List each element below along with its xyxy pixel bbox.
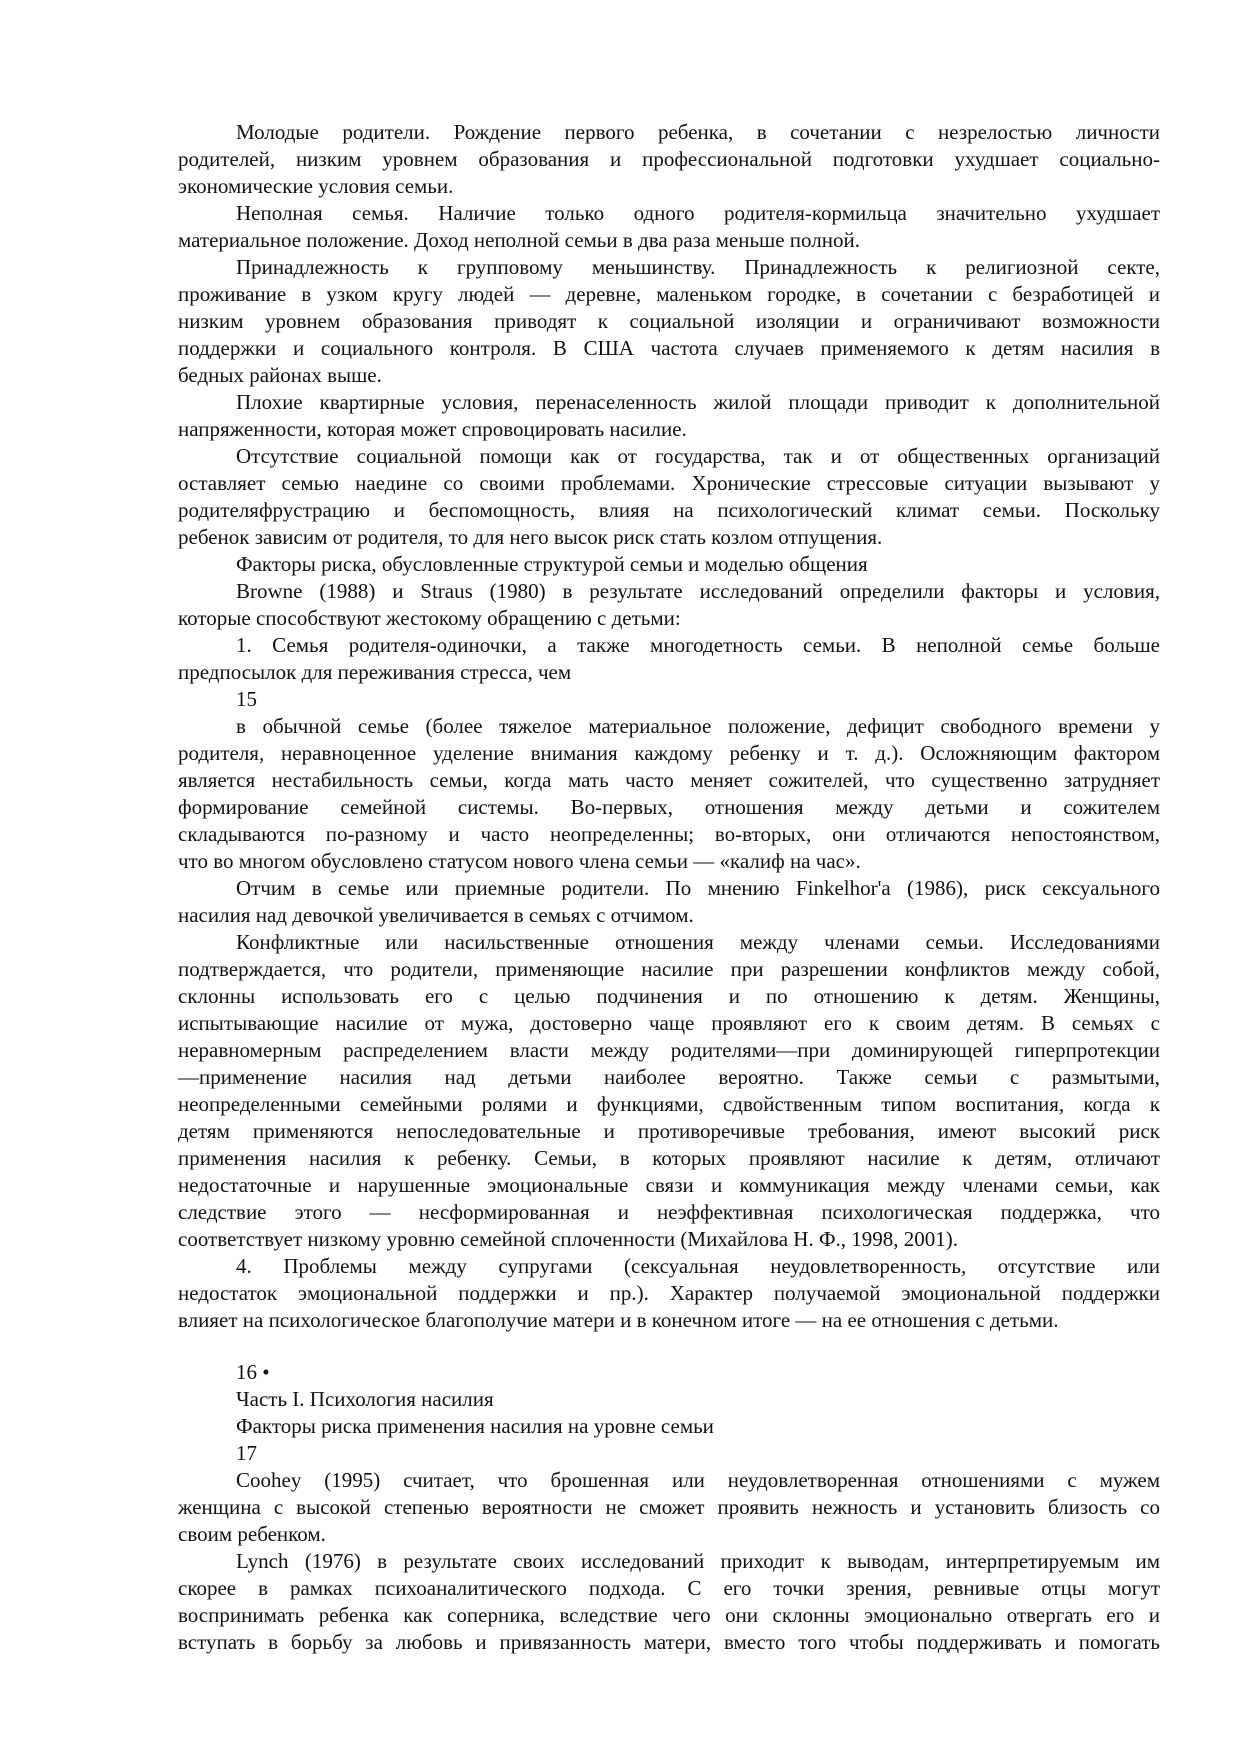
text-line: бедных районах выше. bbox=[178, 363, 382, 387]
paragraph bbox=[178, 875, 1160, 929]
text-line: испытывающие насилие от мужа, достоверно чаще проявляют его к своим детям. В семьях с bbox=[178, 1011, 1160, 1035]
text-line: 16 • bbox=[236, 1360, 270, 1384]
text-line: Browne (1988) и Straus (1980) в результате исследований определили факторы и условия, bbox=[236, 579, 1160, 603]
document-page bbox=[178, 119, 1160, 1656]
paragraph bbox=[178, 578, 1160, 632]
text-line: следствие этого — несформированная и неэффективная психологическая поддержка, что bbox=[178, 1200, 1160, 1224]
paragraph bbox=[178, 200, 1160, 254]
text-line: родителей, низким уровнем образования и профессиональной подготовки ухудшает социально- bbox=[178, 147, 1160, 171]
text-line: 1. Семья родителя-одиночки, а также многодетность семьи. В неполной семье больше bbox=[236, 633, 1160, 657]
paragraph bbox=[178, 686, 1160, 713]
text-line: экономические условия семьи. bbox=[178, 174, 454, 198]
text-line: Факторы риска, обусловленные структурой семьи и моделью общения bbox=[236, 552, 868, 576]
text-line: проживание в узком кругу людей — деревне, маленьком городке, в сочетании с безработицей и bbox=[178, 282, 1160, 306]
text-line: Отсутствие социальной помощи как от государства, так и от общественных организаций bbox=[236, 444, 1160, 468]
text-line: Отчим в семье или приемные родители. По мнению Finkelhor'a (1986), риск сексуального bbox=[236, 876, 1160, 900]
text-line: Часть I. Психология насилия bbox=[236, 1387, 494, 1411]
text-line: что во многом обусловлено статусом нового члена семьи — «калиф на час». bbox=[178, 849, 861, 873]
text-line: соответствует низкому уровню семейной сплоченности (Михайлова Н. Ф., 1998, 2001). bbox=[178, 1227, 959, 1251]
paragraph bbox=[178, 443, 1160, 551]
text-line: применения насилия к ребенку. Семьи, в которых проявляют насилие к детям, отличают bbox=[178, 1146, 1160, 1170]
text-line: формирование семейной системы. Во-первых, отношения между детьми и сожителем bbox=[178, 795, 1160, 819]
text-line: ребенок зависим от родителя, то для него высок риск стать козлом отпущения. bbox=[178, 525, 883, 549]
text-line: является нестабильность семьи, когда мать часто меняет сожителей, что существенно затрудняет bbox=[178, 768, 1160, 792]
text-line: Coohey (1995) считает, что брошенная или неудовлетворенная отношениями с мужем bbox=[236, 1468, 1160, 1492]
paragraph bbox=[178, 1440, 1160, 1467]
paragraph bbox=[178, 1253, 1160, 1334]
text-line: неравномерным распределением власти между родителями—при доминирующей гиперпротекции bbox=[178, 1038, 1160, 1062]
text-line: Принадлежность к групповому меньшинству. Принадлежность к религиозной секте, bbox=[236, 255, 1160, 279]
paragraph bbox=[178, 119, 1160, 200]
paragraph bbox=[178, 713, 1160, 875]
paragraph bbox=[178, 929, 1160, 1253]
paragraph bbox=[178, 1548, 1160, 1656]
text-line: Lynch (1976) в результате своих исследований приходит к выводам, интерпретируемым им bbox=[236, 1549, 1160, 1573]
paragraph bbox=[178, 632, 1160, 686]
text-line: воспринимать ребенка как соперника, вследствие чего они склонны эмоционально отвергать его и bbox=[178, 1603, 1160, 1627]
text-line: Конфликтные или насильственные отношения между членами семьи. Исследованиями bbox=[236, 930, 1160, 954]
paragraph bbox=[178, 1467, 1160, 1548]
paragraph bbox=[178, 1359, 1160, 1386]
text-line: родителя, неравноценное уделение внимания каждому ребенку и т. д.). Осложняющим фактором bbox=[178, 741, 1160, 765]
paragraph bbox=[178, 551, 1160, 578]
text-line: Плохие квартирные условия, перенаселенность жилой площади приводит к дополнительной bbox=[236, 390, 1160, 414]
text-line: Неполная семья. Наличие только одного родителя-кормильца значительно ухудшает bbox=[236, 201, 1160, 225]
text-line: влияет на психологическое благополучие матери и в конечном итоге — на ее отношения с детьми. bbox=[178, 1308, 1059, 1332]
text-line: 4. Проблемы между супругами (сексуальная неудовлетворенность, отсутствие или bbox=[236, 1254, 1160, 1278]
text-line: низким уровнем образования приводят к социальной изоляции и ограничивают возможности bbox=[178, 309, 1160, 333]
text-line: подтверждается, что родители, применяющие насилие при разрешении конфликтов между собой, bbox=[178, 957, 1160, 981]
text-line: напряженности, которая может спровоцировать насилие. bbox=[178, 417, 687, 441]
text-line: поддержки и социального контроля. В США частота случаев применяемого к детям насилия в bbox=[178, 336, 1160, 360]
text-line: насилия над девочкой увеличивается в семьях с отчимом. bbox=[178, 903, 694, 927]
paragraph bbox=[178, 1413, 1160, 1440]
text-line: неопределенными семейными ролями и функциями, сдвойственным типом воспитания, когда к bbox=[178, 1092, 1160, 1116]
paragraph bbox=[178, 254, 1160, 389]
text-line: материальное положение. Доход неполной семьи в два раза меньше полной. bbox=[178, 228, 860, 252]
paragraph bbox=[178, 389, 1160, 443]
text-line: скорее в рамках психоаналитического подхода. С его точки зрения, ревнивые отцы могут bbox=[178, 1576, 1160, 1600]
text-line: детям применяются непоследовательные и противоречивые требования, имеют высокий риск bbox=[178, 1119, 1160, 1143]
text-line: которые способствуют жестокому обращению с детьми: bbox=[178, 606, 681, 630]
text-line: склонны использовать его с целью подчинения и по отношению к детям. Женщины, bbox=[178, 984, 1160, 1008]
text-line: 17 bbox=[236, 1441, 257, 1465]
text-line: родителяфрустрацию и беспомощность, влияя на психологический климат семьи. Поскольку bbox=[178, 498, 1160, 522]
section-gap bbox=[178, 1334, 1160, 1359]
text-line: Молодые родители. Рождение первого ребенка, в сочетании с незрелостью личности bbox=[236, 120, 1160, 144]
paragraph bbox=[178, 1386, 1160, 1413]
text-line: Факторы риска применения насилия на уровне семьи bbox=[236, 1414, 714, 1438]
text-line: своим ребенком. bbox=[178, 1522, 326, 1546]
text-line: вступать в борьбу за любовь и привязанность матери, вместо того чтобы поддерживать и помогать bbox=[178, 1630, 1160, 1654]
text-line: в обычной семье (более тяжелое материальное положение, дефицит свободного времени у bbox=[236, 714, 1160, 738]
text-line: —применение насилия над детьми наиболее вероятно. Также семьи с размытыми, bbox=[178, 1065, 1160, 1089]
text-line: оставляет семью наедине со своими проблемами. Хронические стрессовые ситуации вызывают у bbox=[178, 471, 1160, 495]
text-line: складываются по-разному и часто неопределенны; во-вторых, они отличаются непостоянством, bbox=[178, 822, 1160, 846]
text-line: предпосылок для переживания стресса, чем bbox=[178, 660, 572, 684]
text-line: недостаток эмоциональной поддержки и пр.). Характер получаемой эмоциональной поддержки bbox=[178, 1281, 1160, 1305]
text-line: 15 bbox=[236, 687, 257, 711]
text-line: женщина с высокой степенью вероятности не сможет проявить нежность и установить близость со bbox=[178, 1495, 1160, 1519]
text-line: недостаточные и нарушенные эмоциональные связи и коммуникация между членами семьи, как bbox=[178, 1173, 1160, 1197]
